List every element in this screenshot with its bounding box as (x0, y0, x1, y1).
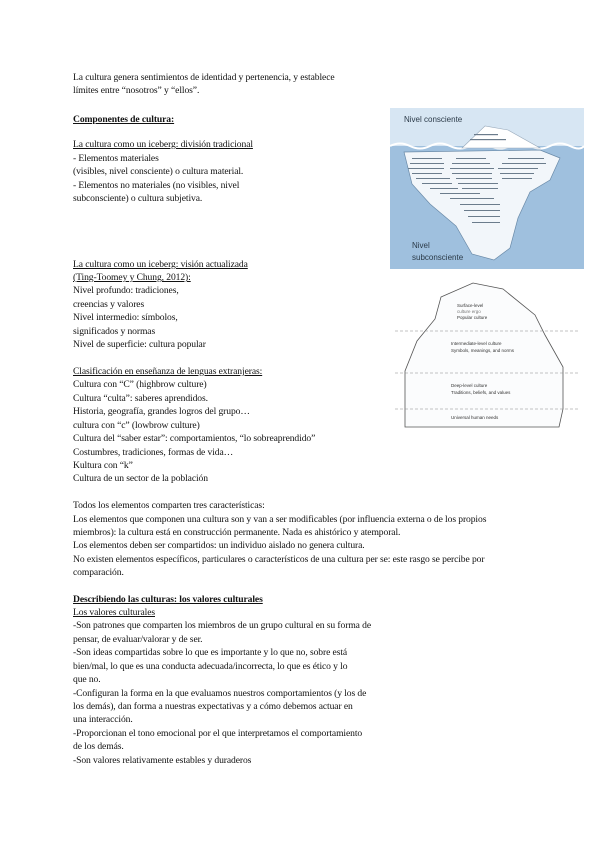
text-line: Costumbres, tradiciones, formas de vida… (73, 447, 234, 458)
text-line: Kultura con “k” (73, 460, 133, 471)
text-line: una interacción. (73, 714, 133, 725)
surface-description: Popular culture (457, 315, 488, 320)
intermediate-label: Intermediate-level culture (451, 341, 502, 346)
subsection-heading: La cultura como un iceberg: visión actualizada (73, 259, 248, 270)
text-line: significados y normas (73, 326, 156, 337)
text-line: Todos los elementos comparten tres características: (73, 500, 265, 511)
text-line: -Configuran la forma en la que evaluamos nuestros comportamientos (y los de (73, 688, 367, 699)
text-line: (visibles, nivel consciente) o cultura material. (73, 166, 244, 177)
text-line: cultura con “c” (lowbrow culture) (73, 420, 200, 431)
intro-line: límites entre “nosotros” y “ellos”. (73, 85, 200, 96)
universal-label: Universal human needs (451, 415, 499, 420)
text-line: comparación. (73, 567, 124, 578)
section-heading: Componentes de cultura: (73, 114, 175, 125)
iceberg-illustration (390, 108, 584, 269)
text-line: bien/mal, lo que es una conducta adecuada/incorrecta, lo que es ético y lo (73, 661, 348, 672)
deep-label: Deep-level culture (451, 383, 488, 388)
text-line: -Proporcionan el tono emocional por el que interpretamos el comportamiento (73, 728, 363, 739)
intermediate-description: Symbols, meanings, and norms (451, 348, 515, 353)
deep-description: Traditions, beliefs, and values (451, 390, 511, 395)
intro-line: La cultura genera sentimientos de identidad y pertenencia, y establece (73, 72, 335, 83)
text-line: Los elementos deben ser compartidos: un individuo aislado no genera cultura. (73, 540, 365, 551)
figure-label-bottom: subconsciente (412, 253, 464, 262)
text-line: - Elementos no materiales (no visibles, nivel (73, 180, 240, 191)
text-line: Nivel de superficie: cultura popular (73, 339, 206, 350)
figure-label-top: Nivel consciente (404, 115, 463, 124)
section-heading: Describiendo las culturas: los valores culturales (73, 594, 263, 605)
iceberg-updated-figure (395, 275, 578, 434)
surface-sublabel: culture ergo (457, 309, 481, 314)
iceberg-diagram (395, 275, 578, 434)
text-line: subconsciente) o cultura subjetiva. (73, 193, 203, 204)
text-line: Cultura de un sector de la población (73, 473, 208, 484)
text-line: No existen elementos específicos, particulares o característicos de una cultura per se: este rasgo se percibe por (73, 554, 485, 565)
subsection-heading: Los valores culturales (73, 607, 155, 618)
text-line: que no. (73, 674, 101, 685)
text-line: - Elementos materiales (73, 153, 159, 164)
text-line: Nivel intermedio: símbolos, (73, 312, 178, 323)
text-line: miembros): la cultura está en construcción permanente. Nada es ahistórico y atemporal. (73, 527, 401, 538)
surface-label: Surface-level (457, 303, 484, 308)
text-line: Cultura “culta”: saberes aprendidos. (73, 393, 208, 404)
figure-label-bottom: Nivel (412, 241, 430, 250)
subsection-heading: Clasificación en enseñanza de lenguas extranjeras: (73, 366, 263, 377)
text-line: los demás), dan forma a nuestras expectativas y a cómo debemos actuar en (73, 701, 353, 712)
iceberg-outline (405, 283, 563, 427)
subsection-heading: La cultura como un iceberg: división tradicional (73, 139, 253, 150)
text-line: Cultura del “saber estar”: comportamientos, “lo sobreaprendido” (73, 433, 316, 444)
text-line: -Son patrones que comparten los miembros de un grupo cultural en su forma de (73, 620, 371, 631)
text-line: de los demás. (73, 741, 124, 752)
text-line: Nivel profundo: tradiciones, (73, 285, 179, 296)
iceberg-traditional-figure (390, 108, 584, 269)
text-line: Cultura con “C” (highbrow culture) (73, 379, 207, 390)
text-line: creencias y valores (73, 299, 145, 310)
text-line: Los elementos que componen una cultura son y van a ser modificables (por influencia externa o de los propios (73, 514, 487, 525)
text-line: -Son ideas compartidas sobre lo que es importante y lo que no, sobre está (73, 647, 348, 658)
text-line: Historia, geografía, grandes logros del grupo… (73, 406, 250, 417)
citation: (Ting-Toomey y Chung, 2012): (73, 272, 191, 283)
text-line: pensar, de evaluar/valorar y de ser. (73, 634, 203, 645)
text-line: -Son valores relativamente estables y duraderos (73, 755, 252, 766)
